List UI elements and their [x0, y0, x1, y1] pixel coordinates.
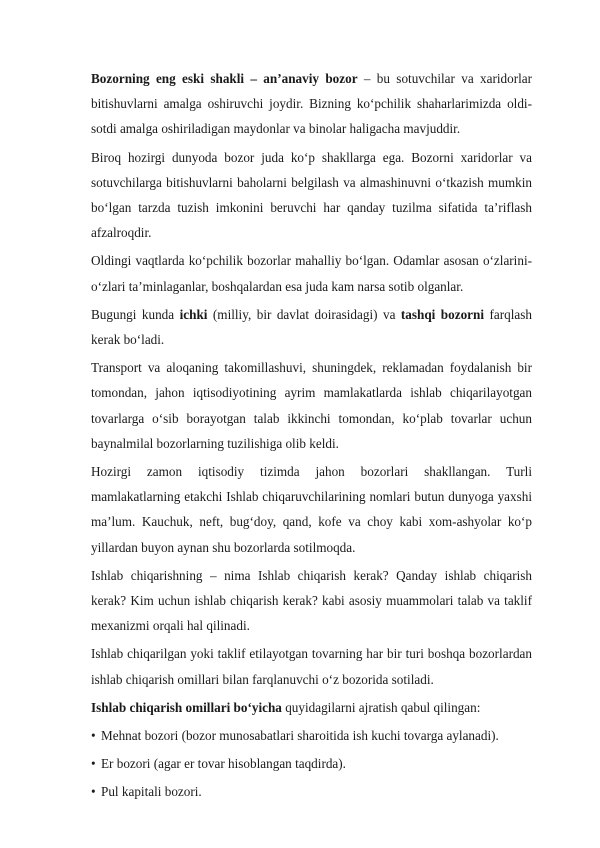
paragraph-9-text: quyidagilarni ajratish qabul qilingan:	[281, 699, 481, 715]
paragraph-1-text: – bu sotuvchilar va xaridorlar bitishuvlarni amalga oshiruvchi joydir. Bizning ko‘pchilik shaharlarimizda oldi-sotdi amalga oshiriladigan maydonlar va binolar haligacha mavjuddir.	[91, 71, 532, 137]
bullet-item-3	[91, 779, 532, 804]
bullet-item-3-text: Pul kapitali bozori.	[101, 784, 202, 800]
paragraph-2	[91, 145, 532, 246]
paragraph-5	[91, 355, 532, 456]
paragraph-6	[91, 459, 532, 560]
bullet-item-2	[91, 751, 532, 776]
paragraph-4-mid: (milliy, bir davlat doirasidagi) va	[207, 306, 401, 322]
bullet-dot-icon: •	[91, 756, 96, 772]
paragraph-4	[91, 302, 532, 352]
paragraph-4-post: farqlash kerak bo‘ladi.	[91, 306, 532, 348]
paragraph-5-text: Transport va aloqaning takomillashuvi, shuningdek, reklamadan foydalanish bir tomondan, jahon iqtisodiyotining ayrim mamlakatlarda ishlab chiqarilayotgan tovarlarga o‘sib borayotgan talab ikkinchi tomondan, ko‘plab tovarlar uchun baynalmilal bozorlarning tuzilishiga olib keldi.	[91, 360, 532, 451]
paragraph-8-text: Ishlab chiqarilgan yoki taklif etilayotgan tovarning har bir turi boshqa bozorlardan ishlab chiqarish omillari bilan farqlanuvchi o‘z bozorida sotiladi.	[91, 646, 532, 687]
bullet-item-2-text: Er bozori (agar er tovar hisoblangan taqdirda).	[101, 756, 346, 772]
bullet-item-1-text: Mehnat bozori (bozor munosabatlari sharoitida ish kuchi tovarga aylanadi).	[101, 728, 499, 744]
paragraph-4-bold-ichki: ichki	[179, 306, 208, 322]
paragraph-6-text: Hozirgi zamon iqtisodiy tizimda jahon bozorlari shakllangan. Turli mamlakatlarning etakchi Ishlab chiqaruvchilarining nomlari butun dunyoga yaxshi ma’lum. Kauchuk, neft, bug‘doy, qand, kofe va choy kabi xom-ashyolar ko‘p yillardan buyon aynan shu bozorlarda sotilmoqda.	[91, 464, 532, 555]
paragraph-3-text: Oldingi vaqtlarda ko‘pchilik bozorlar mahalliy bo‘lgan. Odamlar asosan o‘zlarini-o‘zlari ta’minlaganlar, boshqalardan esa juda kam narsa sotib olganlar.	[91, 253, 532, 294]
bullet-dot-icon: •	[91, 728, 96, 744]
paragraph-7	[91, 563, 532, 639]
paragraph-8	[91, 641, 532, 691]
paragraph-1	[91, 66, 532, 142]
paragraph-4-bold-tashqi: tashqi bozorni	[400, 306, 485, 322]
paragraph-7-text: Ishlab chiqarishning – nima Ishlab chiqarish kerak? Qanday ishlab chiqarish kerak? Kim uchun ishlab chiqarish kerak? kabi asosiy muammolari talab va taklif mexanizmi orqali hal qilinadi.	[91, 567, 532, 634]
paragraph-9-bold-lead: Ishlab chiqarish omillari bo‘yicha	[91, 699, 282, 715]
paragraph-3	[91, 248, 532, 298]
paragraph-4-pre: Bugungi kunda	[91, 306, 180, 322]
paragraph-9	[91, 695, 532, 720]
paragraph-1-bold-lead: Bozorning eng eski shakli – an’anaviy bozor	[91, 71, 358, 86]
bullet-item-1	[91, 723, 532, 748]
bullet-dot-icon: •	[91, 784, 96, 800]
paragraph-2-text: Biroq hozirgi dunyoda bozor juda ko‘p shakllarga ega. Bozorni xaridorlar va sotuvchilarga bitishuvlarni baholarni belgilash va almashinuvni o‘tkazish mumkin bo‘lgan tarzda tuzish imkonini beruvchi har qanday tuzilma sifatida ta’riflash afzalroqdir.	[91, 149, 532, 241]
